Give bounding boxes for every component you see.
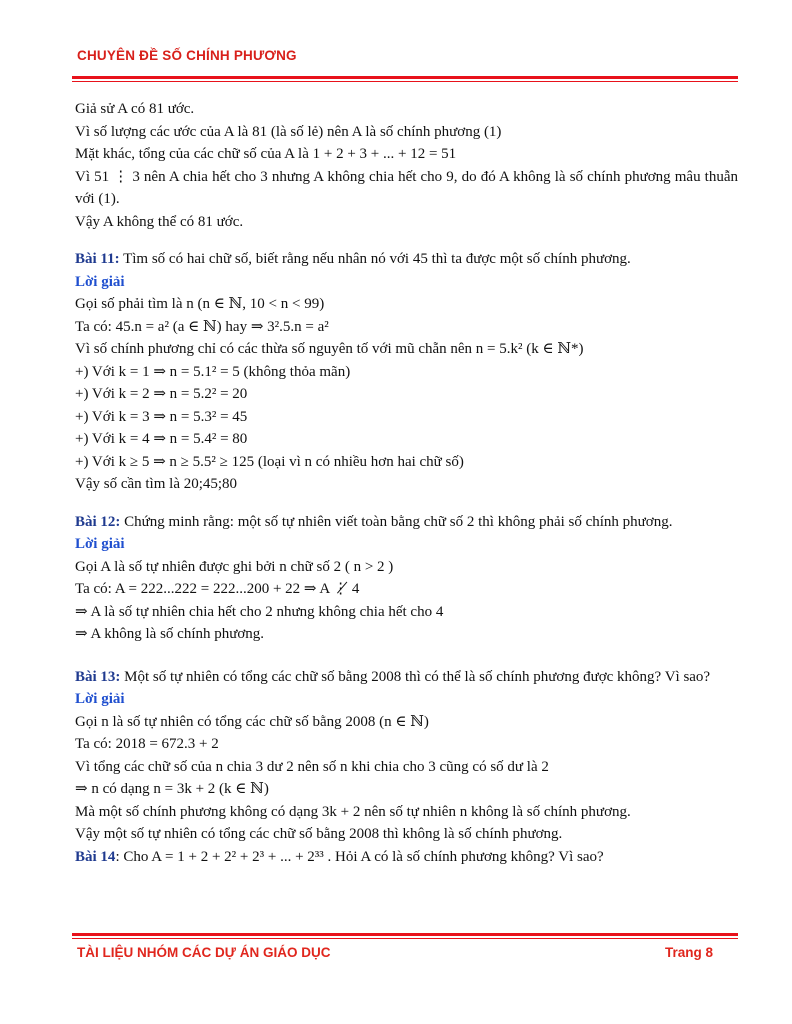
text-line: Vậy A không thể có 81 ước. [75,213,244,230]
solution-line: Vì số chính phương chỉ có các thừa số nguyên tố với mũ chẵn nên n = 5.k² (k ∈ ℕ*) [75,341,584,357]
problem-statement [75,666,738,689]
exercise-label: Bài 11: [75,251,120,267]
solution-line: +) Với k ≥ 5 ⇒ n ≥ 5.5² ≥ 125 (loại vì n có nhiều hơn hai chữ số) [75,453,464,470]
problem-statement [75,846,738,869]
solution-line: +) Với k = 1 ⇒ n = 5.1² = 5 (không thỏa mãn) [75,363,351,380]
header-rule [72,76,738,82]
solution-line: ⇒ n có dạng n = 3k + 2 (k ∈ ℕ) [75,781,269,797]
solution-line: Vậy số cần tìm là 20;45;80 [75,476,238,492]
solution-line: +) Với k = 3 ⇒ n = 5.3² = 45 [75,408,248,425]
solution-line: Vì tổng các chữ số của n chia 3 dư 2 nên số n khi chia cho 3 cũng có số dư là 2 [75,758,549,775]
solution-line: Gọi A là số tự nhiên được ghi bởi n chữ số 2 ( n > 2 ) [75,558,394,575]
footer-source: TÀI LIỆU NHÓM CÁC DỰ ÁN GIÁO DỤC [77,945,331,960]
problem-text: Chứng minh rằng: một số tự nhiên viết toàn bằng chữ số 2 thì không phải số chính phương. [120,513,673,530]
text-line: Vì 51 ⋮ 3 nên A chia hết cho 3 nhưng A không chia hết cho 9, do đó A không là số chính phương mâu thuẫn với (1). [75,168,738,207]
solution-line: Vậy một số tự nhiên có tổng các chữ số bằng 2008 thì không là số chính phương. [75,826,563,842]
exercise-11 [75,248,738,496]
header-title: CHUYÊN ĐỀ SỐ CHÍNH PHƯƠNG [77,48,297,63]
solution-line: ⇒ A là số tự nhiên chia hết cho 2 nhưng không chia hết cho 4 [75,603,444,620]
page-body [75,98,738,868]
problem-text: Tìm số có hai chữ số, biết rằng nếu nhân nó với 45 thì ta được một số chính phương. [119,251,631,267]
solution-line: Ta có: A = 222...222 = 222...200 + 22 ⇒ A ⋮̸ 4 [75,581,360,597]
solution-heading: Lời giải [75,536,125,552]
exercise-label: Bài 12: [75,513,121,530]
problem-statement [75,511,738,534]
page-number: Trang 8 [664,945,713,960]
problem-statement [75,248,738,271]
exercise-label: Bài 13: [75,668,121,685]
solution-line: +) Với k = 2 ⇒ n = 5.2² = 20 [75,386,248,402]
solution-line: +) Với k = 4 ⇒ n = 5.4² = 80 [75,431,248,447]
exercise-12 [75,511,738,646]
footer-rule [72,933,738,939]
solution-line: Ta có: 2018 = 672.3 + 2 [75,736,219,752]
exercise-14 [75,846,738,869]
solution-line: Ta có: 45.n = a² (a ∈ ℕ) hay ⇒ 3².5.n = a² [75,318,329,335]
text-line: Vì số lượng các ước của A là 81 (là số lẻ) nên A là số chính phương (1) [75,123,502,140]
intro-block [75,98,738,233]
solution-heading: Lời giải [75,273,125,290]
solution-line: Gọi n là số tự nhiên có tổng các chữ số bằng 2008 (n ∈ ℕ) [75,713,429,730]
solution-line: ⇒ A không là số chính phương. [75,626,265,642]
footer [77,945,713,960]
text-line: Mặt khác, tổng của các chữ số của A là 1 + 2 + 3 + ... + 12 = 51 [75,146,457,162]
solution-line: Gọi số phải tìm là n (n ∈ ℕ, 10 < n < 99) [75,296,325,312]
exercise-label: Bài 14 [75,848,116,865]
problem-text: : Cho A = 1 + 2 + 2² + 2³ + ... + 2³³ . Hỏi A có là số chính phương không? Vì sao? [115,848,604,865]
text-line: Giả sử A có 81 ước. [75,101,195,117]
exercise-13 [75,666,738,846]
solution-line: Mà một số chính phương không có dạng 3k + 2 nên số tự nhiên n không là số chính phương. [75,803,631,820]
solution-heading: Lời giải [75,691,125,707]
problem-text: Một số tự nhiên có tổng các chữ số bằng 2008 thì có thể là số chính phương được không? Vì sao? [120,668,711,685]
